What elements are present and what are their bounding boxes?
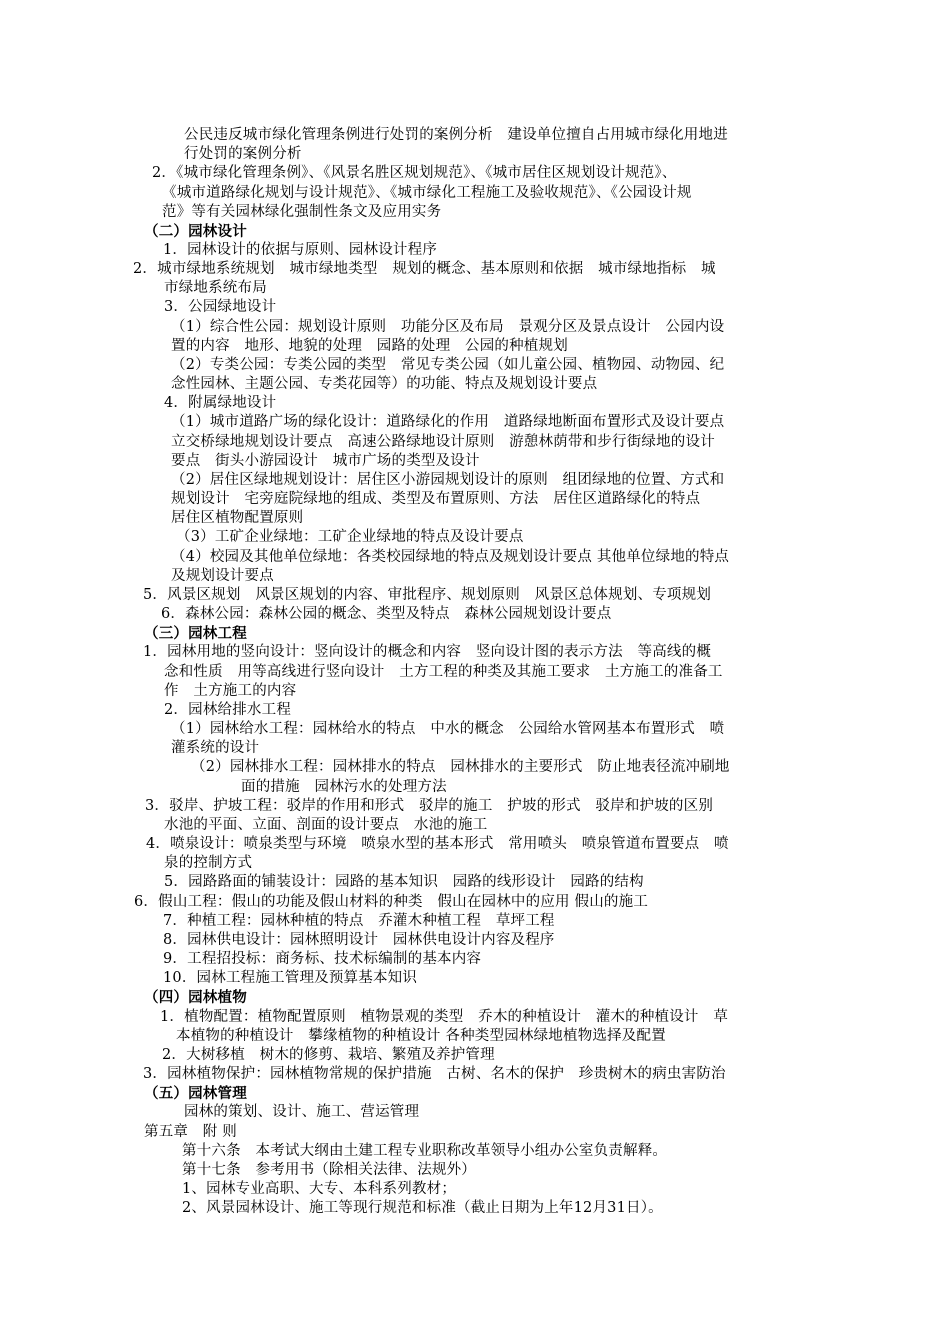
- text-line: （1）城市道路广场的绿化设计：道路绿化的作用 道路绿地断面布置形式及设计要点: [171, 414, 725, 430]
- text-line: 2．大树移植 树木的修剪、栽培、繁殖及养护管理: [162, 1047, 495, 1063]
- text-line: 泉的控制方式: [164, 855, 253, 871]
- text-line: 8．园林供电设计：园林照明设计 园林供电设计内容及程序: [163, 932, 555, 948]
- text-line: 规划设计 宅旁庭院绿地的组成、类型及布置原则、方法 居住区道路绿化的特点: [171, 491, 701, 507]
- text-line: 10．园林工程施工管理及预算基本知识: [163, 970, 418, 986]
- text-line: （4）校园及其他单位绿地：各类校园绿地的特点及规划设计要点 其他单位绿地的特点: [171, 549, 730, 565]
- text-line: 念性园林、主题公园、专类花园等）的功能、特点及规划设计要点: [171, 376, 598, 392]
- text-line: （2）园林排水工程：园林排水的特点 园林排水的主要形式 防止地表径流冲刷地: [191, 759, 730, 775]
- text-line: 本植物的种植设计 攀缘植物的种植设计 各种类型园林绿地植物选择及配置: [176, 1028, 666, 1044]
- section-heading: （三）园林工程: [144, 625, 247, 642]
- section-heading: （四）园林植物: [144, 989, 247, 1006]
- text-line: 置的内容 地形、地貌的处理 园路的处理 公园的种植规划: [171, 338, 568, 354]
- text-line: 2．《城市绿化管理条例》、《风景名胜区规划规范》、《城市居住区规划设计规范》、: [152, 165, 677, 181]
- text-line: 及规划设计要点: [171, 568, 274, 584]
- text-line: 6．森林公园：森林公园的概念、类型及特点 森林公园规划设计要点: [161, 606, 612, 622]
- text-line: 1．园林用地的竖向设计：竖向设计的概念和内容 竖向设计图的表示方法 等高线的概: [143, 644, 712, 660]
- text-line: 1．植物配置：植物配置原则 植物景观的类型 乔木的种植设计 灌木的种植设计 草: [160, 1009, 729, 1025]
- text-line: 园林的策划、设计、施工、营运管理: [184, 1104, 420, 1120]
- text-line: （2）专类公园：专类公园的类型 常见专类公园（如儿童公园、植物园、动物园、纪: [171, 357, 725, 373]
- text-line: 4．附属绿地设计: [164, 395, 277, 411]
- text-line: 9．工程招投标：商务标、技术标编制的基本内容: [163, 951, 482, 967]
- chapter-heading: 第五章 附 则: [144, 1124, 238, 1140]
- text-line: 面的措施 园林污水的处理方法: [241, 779, 447, 795]
- text-line: 居住区植物配置原则: [171, 510, 304, 526]
- text-line: 1．园林设计的依据与原则、园林设计程序: [163, 242, 438, 258]
- text-line: 4．喷泉设计：喷泉类型与环境 喷泉水型的基本形式 常用喷头 喷泉管道布置要点 喷: [146, 836, 729, 852]
- section-heading: （五）园林管理: [144, 1085, 247, 1102]
- text-line: 2．城市绿地系统规划 城市绿地类型 规划的概念、基本原则和依据 城市绿地指标 城: [133, 261, 716, 277]
- text-line: （3）工矿企业绿地：工矿企业绿地的特点及设计要点: [176, 529, 524, 545]
- text-line: 第十七条 参考用书（除相关法律、法规外）: [182, 1162, 476, 1178]
- text-line: 公民违反城市绿化管理条例进行处罚的案例分析 建设单位擅自占用城市绿化用地进: [184, 127, 728, 143]
- text-line: 市绿地系统布局: [164, 280, 267, 296]
- text-line: 作 土方施工的内容: [164, 683, 297, 699]
- text-line: 要点 街头小游园设计 城市广场的类型及设计: [171, 453, 480, 469]
- text-line: 6．假山工程：假山的功能及假山材料的种类 假山在园林中的应用 假山的施工: [134, 894, 649, 910]
- text-line: （1）园林给水工程：园林给水的特点 中水的概念 公园给水管网基本布置形式 喷: [171, 721, 725, 737]
- text-line: 2、风景园林设计、施工等现行规范和标准（截止日期为上年12月31日）。: [182, 1200, 663, 1216]
- text-line: 立交桥绿地规划设计要点 高速公路绿地设计原则 游憩林荫带和步行街绿地的设计: [171, 434, 715, 450]
- text-line: （1）综合性公园：规划设计原则 功能分区及布局 景观分区及景点设计 公园内设: [171, 319, 725, 335]
- text-line: 1、园林专业高职、大专、本科系列教材；: [182, 1181, 457, 1197]
- text-line: 3．公园绿地设计: [164, 299, 277, 315]
- section-heading: （二）园林设计: [144, 223, 247, 240]
- text-line: 念和性质 用等高线进行竖向设计 土方工程的种类及其施工要求 土方施工的准备工: [164, 664, 723, 680]
- text-line: 《城市道路绿化规划与设计规范》、《城市绿化工程施工及验收规范》、《公园设计规: [162, 185, 692, 201]
- text-line: 3．驳岸、护坡工程：驳岸的作用和形式 驳岸的施工 护坡的形式 驳岸和护坡的区别: [145, 798, 714, 814]
- text-line: 3．园林植物保护：园林植物常规的保护措施 古树、名木的保护 珍贵树木的病虫害防治: [143, 1066, 726, 1082]
- text-line: 范》等有关园林绿化强制性条文及应用实务: [162, 204, 442, 220]
- text-line: 第十六条 本考试大纲由土建工程专业职称改革领导小组办公室负责解释。: [182, 1143, 668, 1159]
- text-line: （2）居住区绿地规划设计：居住区小游园规划设计的原则 组团绿地的位置、方式和: [171, 472, 725, 488]
- text-line: 水池的平面、立面、剖面的设计要点 水池的施工: [164, 817, 488, 833]
- text-line: 7．种植工程：园林种植的特点 乔灌木种植工程 草坪工程: [163, 913, 555, 929]
- text-line: 5．风景区规划 风景区规划的内容、审批程序、规划原则 风景区总体规划、专项规划: [143, 587, 712, 603]
- text-line: 灌系统的设计: [171, 740, 260, 756]
- text-line: 5．园路路面的铺装设计：园路的基本知识 园路的线形设计 园路的结构: [164, 874, 644, 890]
- text-line: 2．园林给排水工程: [164, 702, 292, 718]
- text-line: 行处罚的案例分析: [184, 146, 302, 162]
